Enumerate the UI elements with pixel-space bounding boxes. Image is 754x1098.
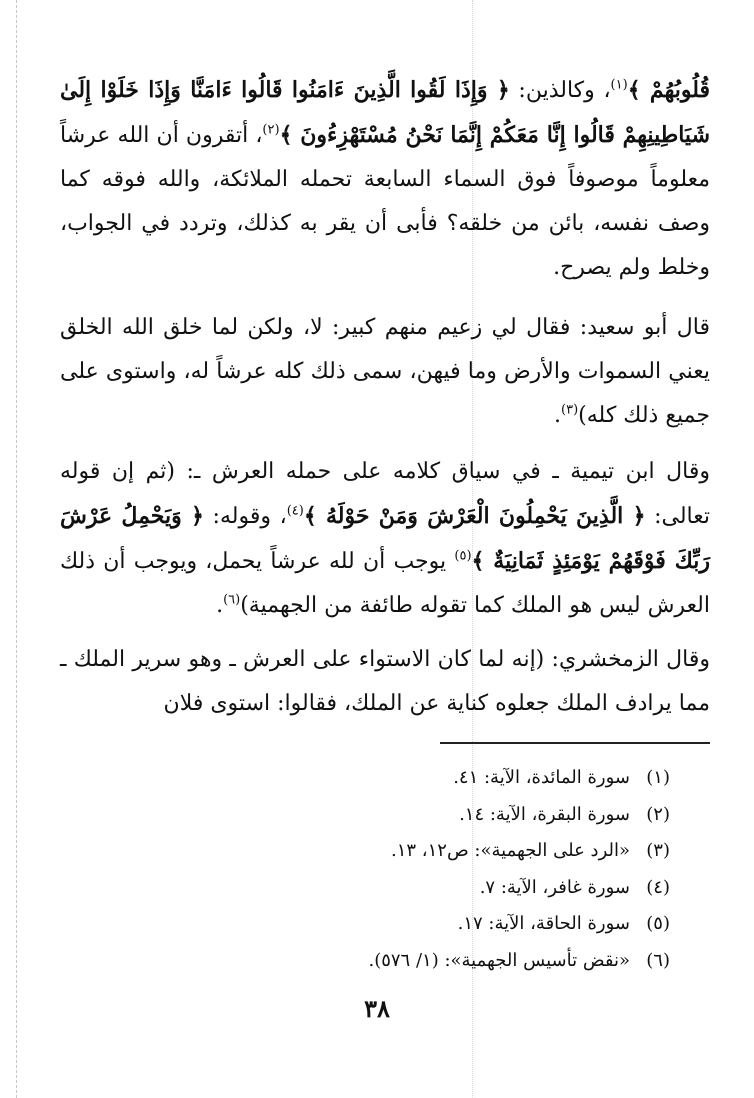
footnote-ref: (٥) bbox=[454, 548, 472, 564]
quran-quote: قُلُوبُهُمْ ﴾ bbox=[627, 77, 710, 103]
body-text: يوجب أن لله عرشاً يحمل، ويوجب أن ذلك العرش ليس هو الملك كما تقوله طائفة من الجهمية) bbox=[60, 549, 710, 618]
footnote-text: سورة الحاقة، الآية: ١٧. bbox=[457, 913, 630, 934]
body-text: ، وكالذين: bbox=[509, 78, 611, 103]
body-text: ، أتقرون أن الله عرشاً معلوماً موصوفاً فوق السماء السابعة تحمله الملائكة، والله فوقه كما وصف نفسه، بائن من خلقه؟ فأبى أن يقر به كذلك، وتردد في الجواب، وخلط ولم يصرح. bbox=[60, 123, 710, 280]
footnote-text: «نقض تأسيس الجهمية»: (١/ ٥٧٦). bbox=[368, 949, 630, 971]
quran-quote: ﴿ وَيَحْمِلُ عَرْشَ رَبِّكَ فَوْقَهُمْ يَوْمَئِذٍ ثَمَانِيَةٌ ﴾ bbox=[60, 503, 710, 574]
footnote-text: «الرد على الجهمية»: ص١٢، ١٣. bbox=[391, 840, 630, 861]
footnote-number: (٢) bbox=[646, 803, 670, 825]
body-text: وقال الزمخشري: (إنه لما كان الاستواء على العرش ـ وهو سرير الملك ـ مما يرادف الملك جعلوه كناية عن الملك، فقالوا: استوى فلان bbox=[60, 647, 710, 716]
paragraph-4 bbox=[60, 638, 710, 726]
footnote-separator bbox=[440, 742, 710, 744]
footnote-ref: (١) bbox=[610, 77, 628, 93]
footnote-text: سورة البقرة، الآية: ١٤. bbox=[459, 803, 630, 825]
quran-quote: ﴿ وَإِذَا لَقُوا الَّذِينَ ءَامَنُوا قَالُوا ءَامَنَّا وَإِذَا خَلَوْا إِلَىٰ شَيَاطِينِهِمْ قَالُوا إِنَّا مَعَكُمْ إِنَّمَا نَحْنُ مُسْتَهْزِءُونَ ﴾ bbox=[60, 77, 710, 148]
footnote-item bbox=[150, 833, 670, 870]
footnote-item bbox=[150, 906, 670, 943]
footnote-number: (٤) bbox=[646, 876, 670, 898]
quran-quote: ﴿ الَّذِينَ يَحْمِلُونَ الْعَرْشَ وَمَنْ حَوْلَهُ ﴾ bbox=[303, 503, 646, 529]
footnote-number: (٣) bbox=[646, 840, 670, 861]
footnote-ref: (٢) bbox=[262, 122, 280, 138]
body-text: وقال ابن تيمية ـ في سياق كلامه على حمله العرش ـ: (ثم إن قوله تعالى: bbox=[60, 459, 710, 529]
body-text: قال أبو سعيد: فقال لي زعيم منهم كبير: لا، ولكن لما خلق الله الخلق يعني السموات والأرض وما فيهن، سمى ذلك كله عرشاً له، واستوى على جميع ذلك كله) bbox=[60, 315, 710, 428]
footnote-list bbox=[150, 760, 670, 979]
body-text: ، وقوله: bbox=[203, 504, 287, 529]
footnote-number: (٦) bbox=[646, 949, 670, 971]
paragraph-3 bbox=[60, 450, 710, 628]
footnote-item bbox=[150, 797, 670, 834]
footnote-text: سورة المائدة، الآية: ٤١. bbox=[453, 767, 630, 788]
footnote-text: سورة غافر، الآية: ٧. bbox=[479, 876, 630, 898]
footnote-item bbox=[150, 870, 670, 907]
body-text: . bbox=[216, 593, 224, 618]
paragraph-2 bbox=[60, 306, 710, 438]
paragraph-1 bbox=[60, 68, 710, 290]
footnote-ref: (٣) bbox=[561, 402, 579, 418]
page-number: ٣٨ bbox=[364, 994, 390, 1023]
footnote-item bbox=[150, 760, 670, 797]
footnote-number: (٥) bbox=[646, 913, 670, 934]
body-text: . bbox=[554, 403, 562, 428]
footnote-ref: (٤) bbox=[286, 503, 304, 519]
footnote-item bbox=[150, 943, 670, 980]
footnote-ref: (٦) bbox=[223, 592, 241, 608]
page-edge-line bbox=[16, 0, 17, 1098]
footnote-number: (١) bbox=[646, 767, 670, 788]
